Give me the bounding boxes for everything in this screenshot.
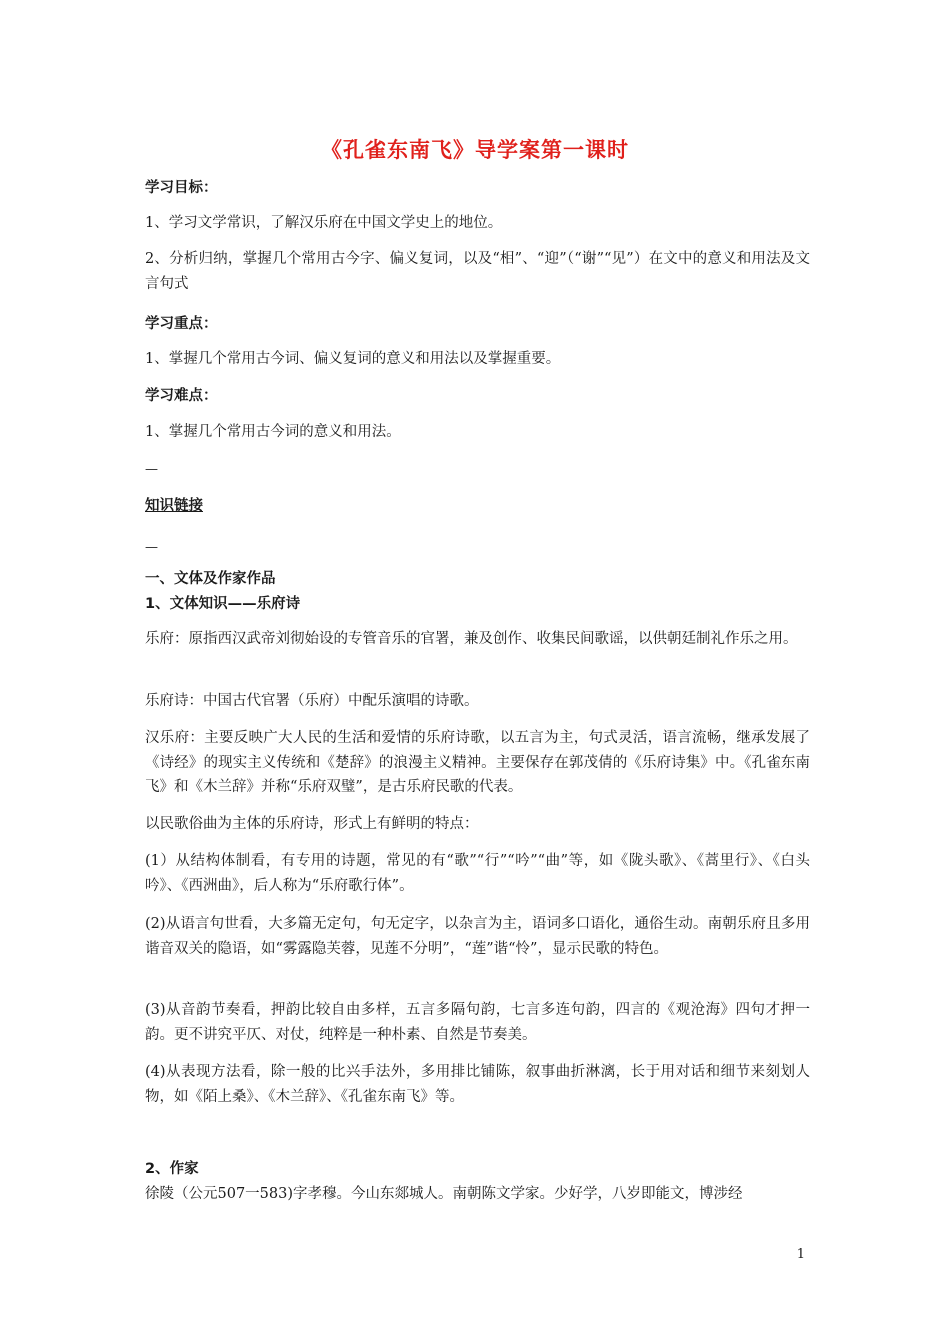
goals-heading: 学习目标：	[145, 180, 218, 196]
paragraph-author: 徐陵（公元507一583)字孝穆。今山东郯城人。南朝陈文学家。少好学，八岁即能文，博涉经	[145, 1186, 743, 1202]
divider-dash: —	[145, 540, 158, 555]
feature-4: (4)从表现方法看，除一般的比兴手法外，多用排比铺陈，叙事曲折淋漓，长于用对话和细节来刻划人物，如《陌上桑》、《木兰辞》、《孔雀东南飞》等。	[145, 1064, 810, 1105]
difficulty-1: 1、掌握几个常用古今词的意义和用法。	[145, 424, 401, 440]
paragraph-hanyuefu: 汉乐府：主要反映广大人民的生活和爱情的乐府诗歌，以五言为主，句式灵活，语言流畅，继承发展了《诗经》的现实主义传统和《楚辞》的浪漫主义精神。主要保存在郭茂倩的《乐府诗集》中。《孔雀东南飞》和《木兰辞》并称“乐府双璧”，是古乐府民歌的代表。	[145, 730, 810, 795]
divider-dash: —	[145, 462, 158, 477]
paragraph-yuefu: 乐府：原指西汉武帝刘彻始设的专管音乐的官署，兼及创作、收集民间歌谣，以供朝廷制礼作乐之用。	[145, 631, 798, 647]
goal-2: 2、分析归纳，掌握几个常用古今字、偏义复词，以及“相”、“迎”（“谢”“见”）在文中的意义和用法及文言句式	[145, 251, 810, 292]
focus-heading: 学习重点：	[145, 316, 218, 332]
page-number: 1	[796, 1247, 805, 1262]
feature-1: (1）从结构体制看，有专用的诗题，常见的有“歌”“行”“吟”“曲”等，如《陇头歌》、《蒿里行》、《白头吟》、《西洲曲》，后人称为“乐府歌行体”。	[145, 853, 810, 894]
knowledge-link-heading: 知识链接	[145, 498, 203, 514]
section-1-heading: 一、文体及作家作品	[145, 571, 276, 587]
paragraph-yuefushi: 乐府诗：中国古代官署（乐府）中配乐演唱的诗歌。	[145, 693, 479, 709]
focus-1: 1、掌握几个常用古今词、偏义复词的意义和用法以及掌握重要。	[145, 351, 561, 367]
difficulty-heading: 学习难点：	[145, 388, 218, 404]
feature-2: (2)从语言句世看，大多篇无定句，句无定字，以杂言为主，语词多口语化，通俗生动。南朝乐府且多用谐音双关的隐语，如“雾露隐芙蓉，见莲不分明”，“莲”谐“怜”，显示民歌的特色。	[145, 916, 810, 957]
section-1-subheading: 1、文体知识——乐府诗	[145, 596, 301, 612]
paragraph-features: 以民歌俗曲为主体的乐府诗，形式上有鲜明的特点：	[145, 816, 479, 832]
goal-1: 1、学习文学常识，了解汉乐府在中国文学史上的地位。	[145, 215, 503, 231]
page-title: 《孔雀东南飞》导学案第一课时	[321, 138, 629, 162]
feature-3: (3)从音韵节奏看，押韵比较自由多样，五言多隔句韵，七言多连句韵，四言的《观沧海》四句才押一韵。更不讲究平仄、对仗，纯粹是一种朴素、自然是节奏美。	[145, 1002, 810, 1043]
section-2-heading: 2、作家	[145, 1161, 199, 1177]
